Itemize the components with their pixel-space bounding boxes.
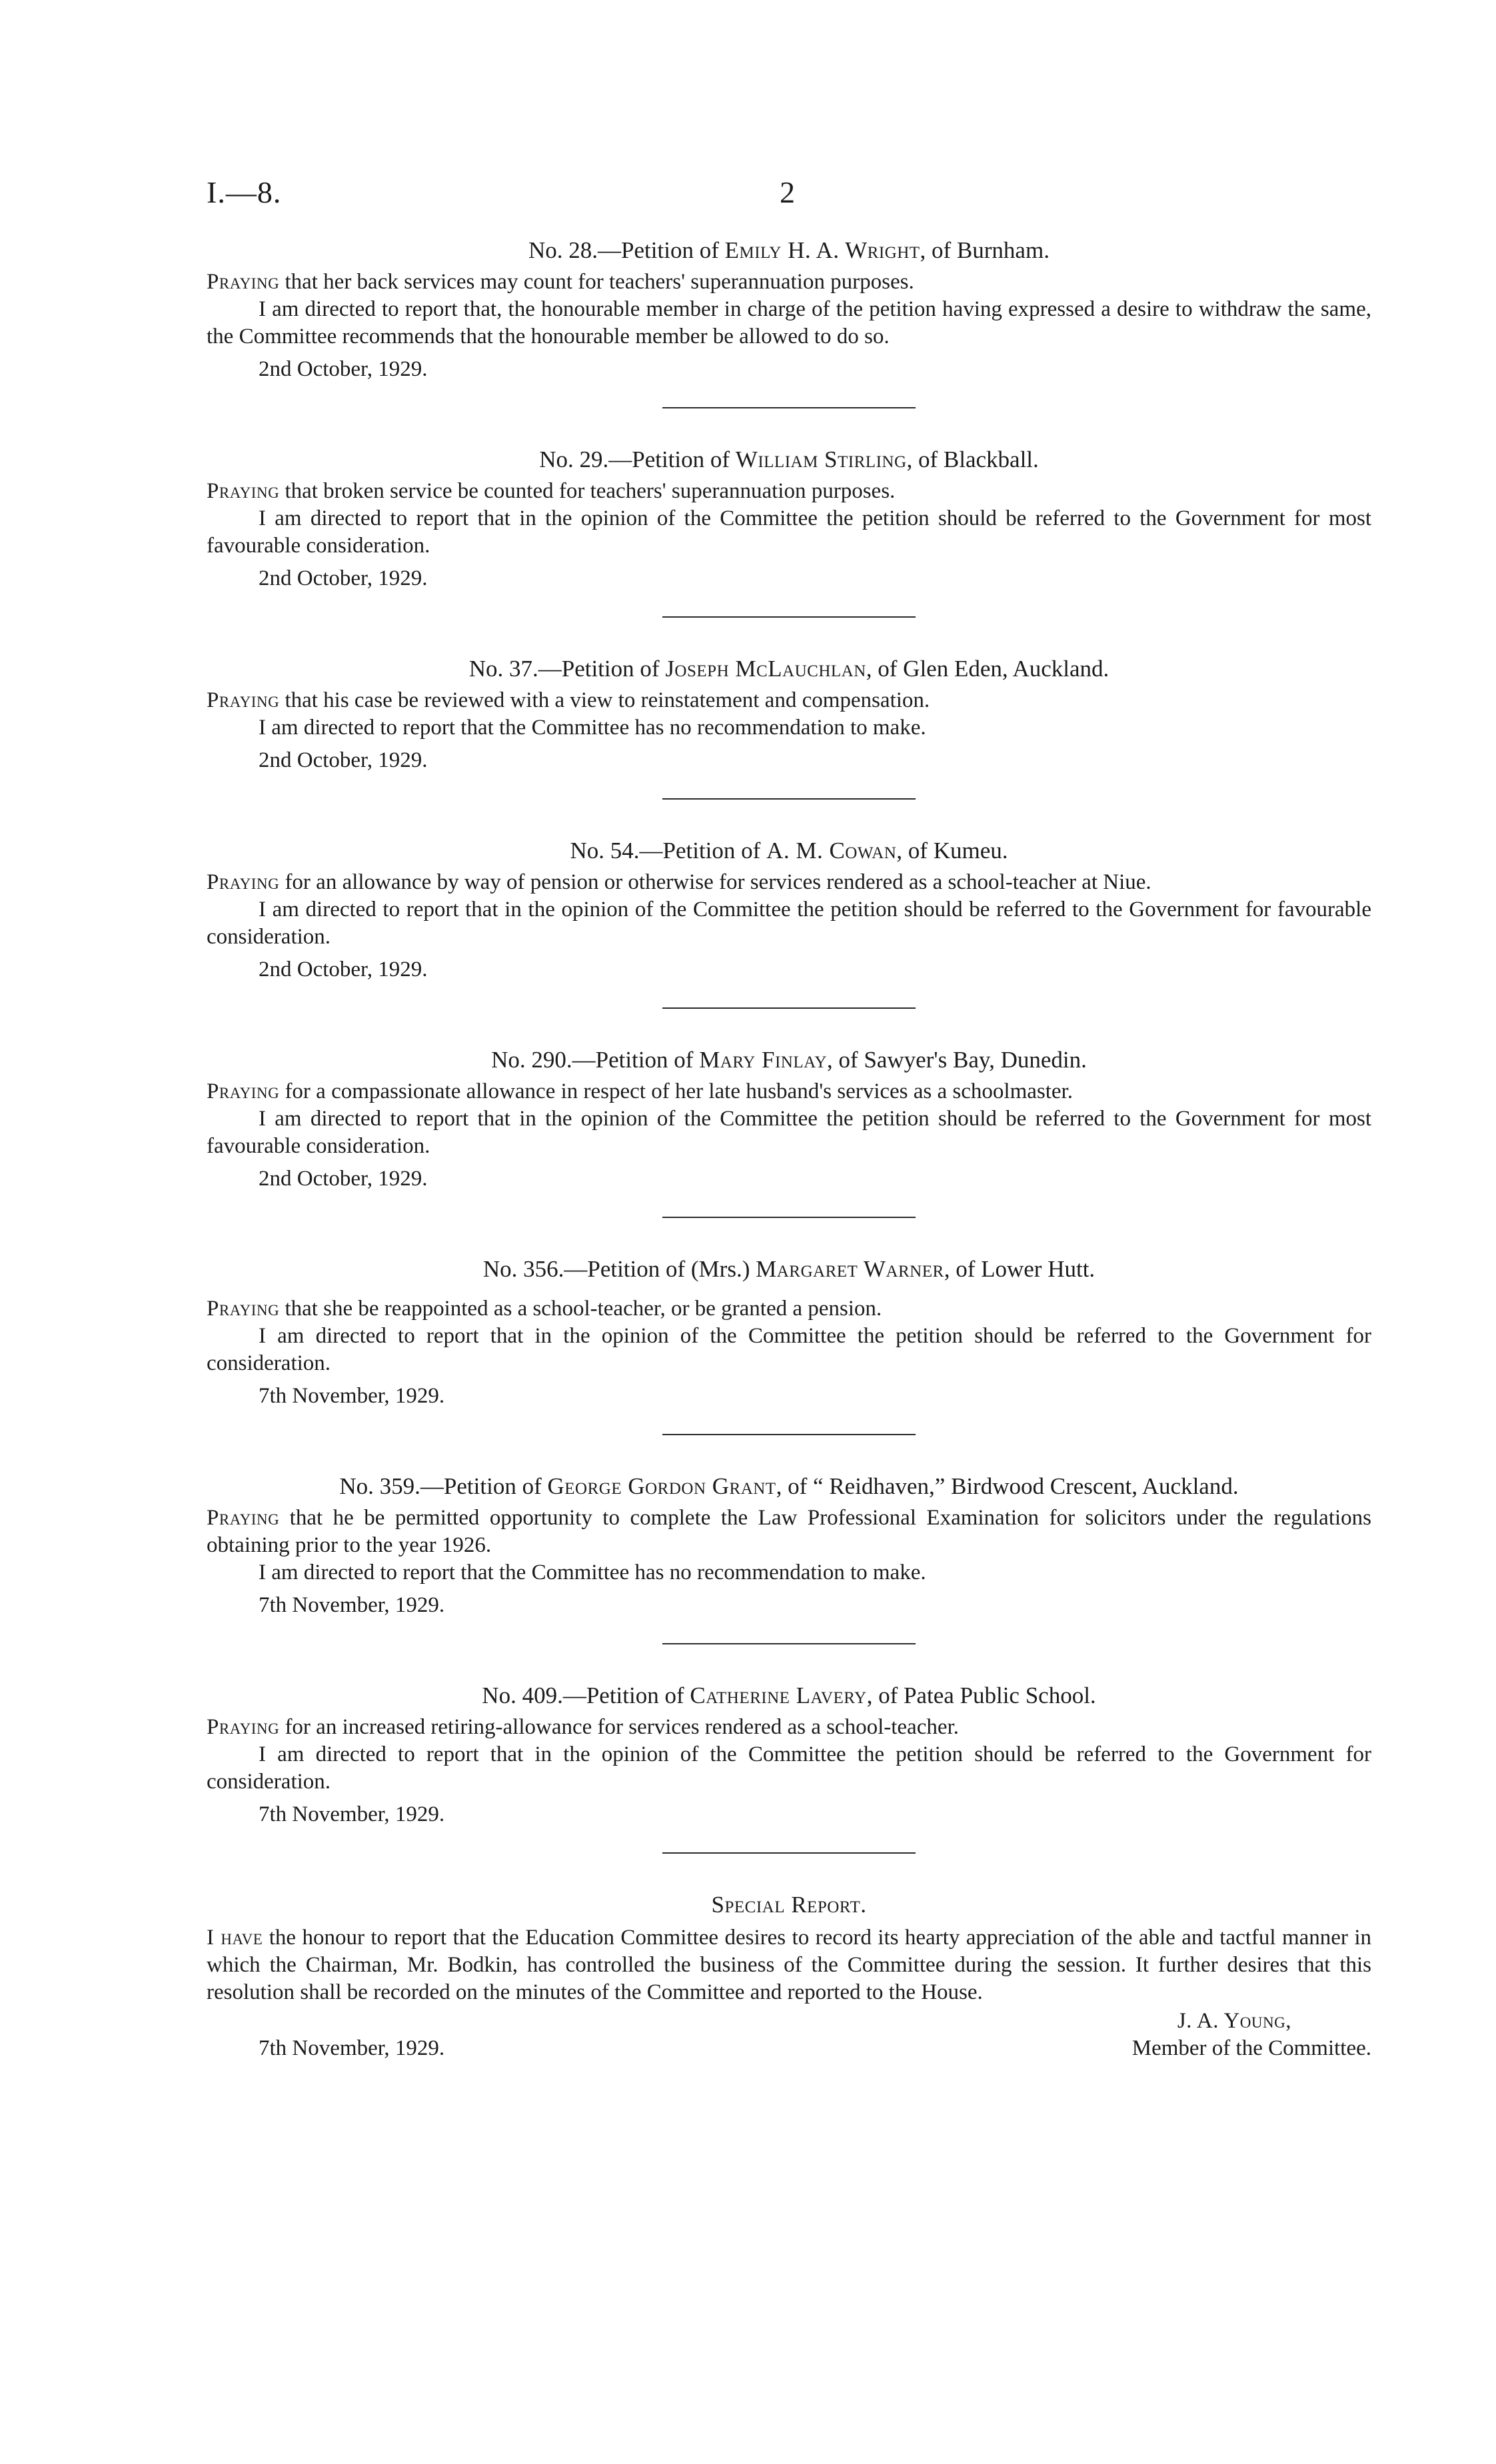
petition-location: , of Patea Public School. — [866, 1682, 1096, 1708]
petition-title — [207, 446, 1371, 474]
committee-report: I am directed to report that in the opinion of the Committee the petition should be referred to the Government for favourable consideration. — [207, 898, 1371, 949]
report-date: 7th November, 1929. — [259, 1593, 445, 1617]
report-date: 2nd October, 1929. — [259, 957, 428, 981]
petition-entry — [207, 1255, 1371, 1410]
petition-number: No. 290.—Petition of — [491, 1047, 700, 1073]
section-divider — [662, 1852, 916, 1854]
praying-paragraph — [207, 869, 1371, 896]
praying-word: Praying — [207, 270, 280, 294]
special-report-date: 7th November, 1929. — [259, 2036, 445, 2060]
special-report — [207, 1891, 1371, 2068]
petition-number: No. 359.—Petition of — [339, 1473, 548, 1499]
petitioner-name: Margaret Warner — [756, 1256, 944, 1282]
petition-title — [207, 1473, 1371, 1501]
petitioner-name: Joseph McLauchlan — [665, 656, 866, 682]
special-report-title: Special Report. — [711, 1892, 867, 1918]
praying-text: that her back services may count for teachers' superannuation purposes. — [279, 270, 914, 294]
petition-location: , of Blackball. — [906, 446, 1039, 472]
special-report-text: the honour to report that the Education Committee desires to record its hearty appreciation of the able and tactful manner in which the Chairman, Mr. Bodkin, has controlled the business of the Committee during the session. It further desires that this resolution shall be recorded on the minutes of the Committee and reported to the House. — [207, 1926, 1371, 2004]
committee-report: I am directed to report that in the opinion of the Committee the petition should be referred to the Government for consideration. — [207, 1324, 1371, 1375]
petition-entry — [207, 446, 1371, 592]
petition-number: No. 28.—Petition of — [528, 237, 725, 263]
section-divider — [662, 1217, 916, 1218]
praying-paragraph — [207, 269, 1371, 296]
petition-entry — [207, 237, 1371, 383]
special-report-body — [207, 1924, 1371, 2006]
petitioner-name: George Gordon Grant — [547, 1473, 776, 1499]
report-date: 2nd October, 1929. — [259, 1167, 428, 1191]
petition-location: , of Sawyer's Bay, Dunedin. — [826, 1047, 1087, 1073]
signature-block — [207, 2008, 1371, 2068]
praying-word: Praying — [207, 1297, 280, 1321]
praying-paragraph — [207, 478, 1371, 505]
praying-paragraph — [207, 687, 1371, 714]
report-date: 2nd October, 1929. — [259, 357, 428, 381]
petition-title — [207, 1682, 1371, 1710]
special-report-lead: I have — [207, 1926, 263, 1950]
praying-paragraph — [207, 1295, 1371, 1323]
petition-number: No. 29.—Petition of — [539, 446, 736, 472]
petitioner-name: Mary Finlay — [699, 1047, 827, 1073]
petition-number: No. 54.—Petition of — [570, 838, 767, 864]
petitioner-name: A. M. Cowan — [766, 838, 897, 864]
committee-report: I am directed to report that in the opinion of the Committee the petition should be referred to the Government for most favourable consideration. — [207, 506, 1371, 558]
praying-text: for an increased retiring-allowance for services rendered as a school-teacher. — [279, 1715, 959, 1739]
praying-word: Praying — [207, 1506, 280, 1530]
report-date: 2nd October, 1929. — [259, 566, 428, 590]
petitioner-name: Catherine Lavery — [690, 1682, 867, 1708]
petition-title — [207, 1255, 1371, 1283]
section-divider — [662, 616, 916, 618]
petition-title — [207, 655, 1371, 683]
committee-report: I am directed to report that in the opinion of the Committee the petition should be referred to the Government for consideration. — [207, 1742, 1371, 1794]
praying-word: Praying — [207, 1079, 280, 1103]
petition-entry — [207, 655, 1371, 774]
section-divider — [662, 407, 916, 408]
committee-report: I am directed to report that, the honourable member in charge of the petition having expressed a desire to withdraw the same, the Committee recommends that the honourable member be allowed to do so. — [207, 297, 1371, 348]
praying-text: for an allowance by way of pension or otherwise for services rendered as a school-teacher at Niue. — [279, 870, 1151, 894]
petition-entry — [207, 1473, 1371, 1619]
report-date: 2nd October, 1929. — [259, 748, 428, 772]
petition-location: , of Kumeu. — [896, 838, 1008, 864]
praying-word: Praying — [207, 688, 280, 712]
petition-entry — [207, 1046, 1371, 1193]
section-divider — [662, 798, 916, 800]
report-date: 7th November, 1929. — [259, 1384, 445, 1408]
praying-word: Praying — [207, 1715, 280, 1739]
petitioner-name: Emily H. A. Wright — [724, 237, 920, 263]
praying-paragraph — [207, 1505, 1371, 1559]
praying-word: Praying — [207, 479, 280, 503]
praying-text: that she be reappointed as a school-teacher, or be granted a pension. — [279, 1297, 882, 1321]
petition-title — [207, 1046, 1371, 1074]
committee-report: I am directed to report that in the opinion of the Committee the petition should be referred to the Government for most favourable consideration. — [207, 1107, 1371, 1158]
paper-reference: I.—8. — [207, 175, 282, 209]
section-divider — [662, 1007, 916, 1009]
praying-text: that he be permitted opportunity to complete the Law Professional Examination for solicitors under the regulations obtaining prior to the year 1926. — [207, 1506, 1371, 1557]
petitioner-name: William Stirling — [735, 446, 907, 472]
petition-number: No. 37.—Petition of — [468, 656, 666, 682]
section-divider — [662, 1643, 916, 1644]
petition-number: No. 409.—Petition of — [482, 1682, 690, 1708]
committee-report: I am directed to report that the Committee has no recommendation to make. — [259, 1560, 926, 1584]
petition-location: , of Burnham. — [920, 237, 1050, 263]
petition-title — [207, 237, 1371, 265]
praying-text: for a compassionate allowance in respect of her late husband's services as a schoolmaster. — [279, 1079, 1073, 1103]
document-body — [207, 237, 1371, 2068]
praying-paragraph — [207, 1078, 1371, 1105]
petition-location: , of Lower Hutt. — [944, 1256, 1096, 1282]
petition-entry — [207, 1682, 1371, 1828]
petition-location: , of Glen Eden, Auckland. — [866, 656, 1110, 682]
petition-title — [207, 837, 1371, 865]
praying-paragraph — [207, 1714, 1371, 1741]
section-divider — [662, 1434, 916, 1435]
praying-word: Praying — [207, 870, 280, 894]
praying-text: that his case be reviewed with a view to reinstatement and compensation. — [279, 688, 930, 712]
petition-number: No. 356.—Petition of (Mrs.) — [482, 1256, 756, 1282]
committee-report: I am directed to report that the Committee has no recommendation to make. — [259, 716, 926, 740]
report-date: 7th November, 1929. — [259, 1802, 445, 1826]
praying-text: that broken service be counted for teachers' superannuation purposes. — [279, 479, 896, 503]
signatory-name: J. A. Young, — [1177, 2009, 1291, 2033]
petition-location: , of “ Reidhaven,” Birdwood Crescent, Auckland. — [776, 1473, 1239, 1499]
signatory-role: Member of the Committee. — [1131, 2036, 1371, 2060]
page-number: 2 — [780, 175, 795, 209]
petition-entry — [207, 837, 1371, 983]
